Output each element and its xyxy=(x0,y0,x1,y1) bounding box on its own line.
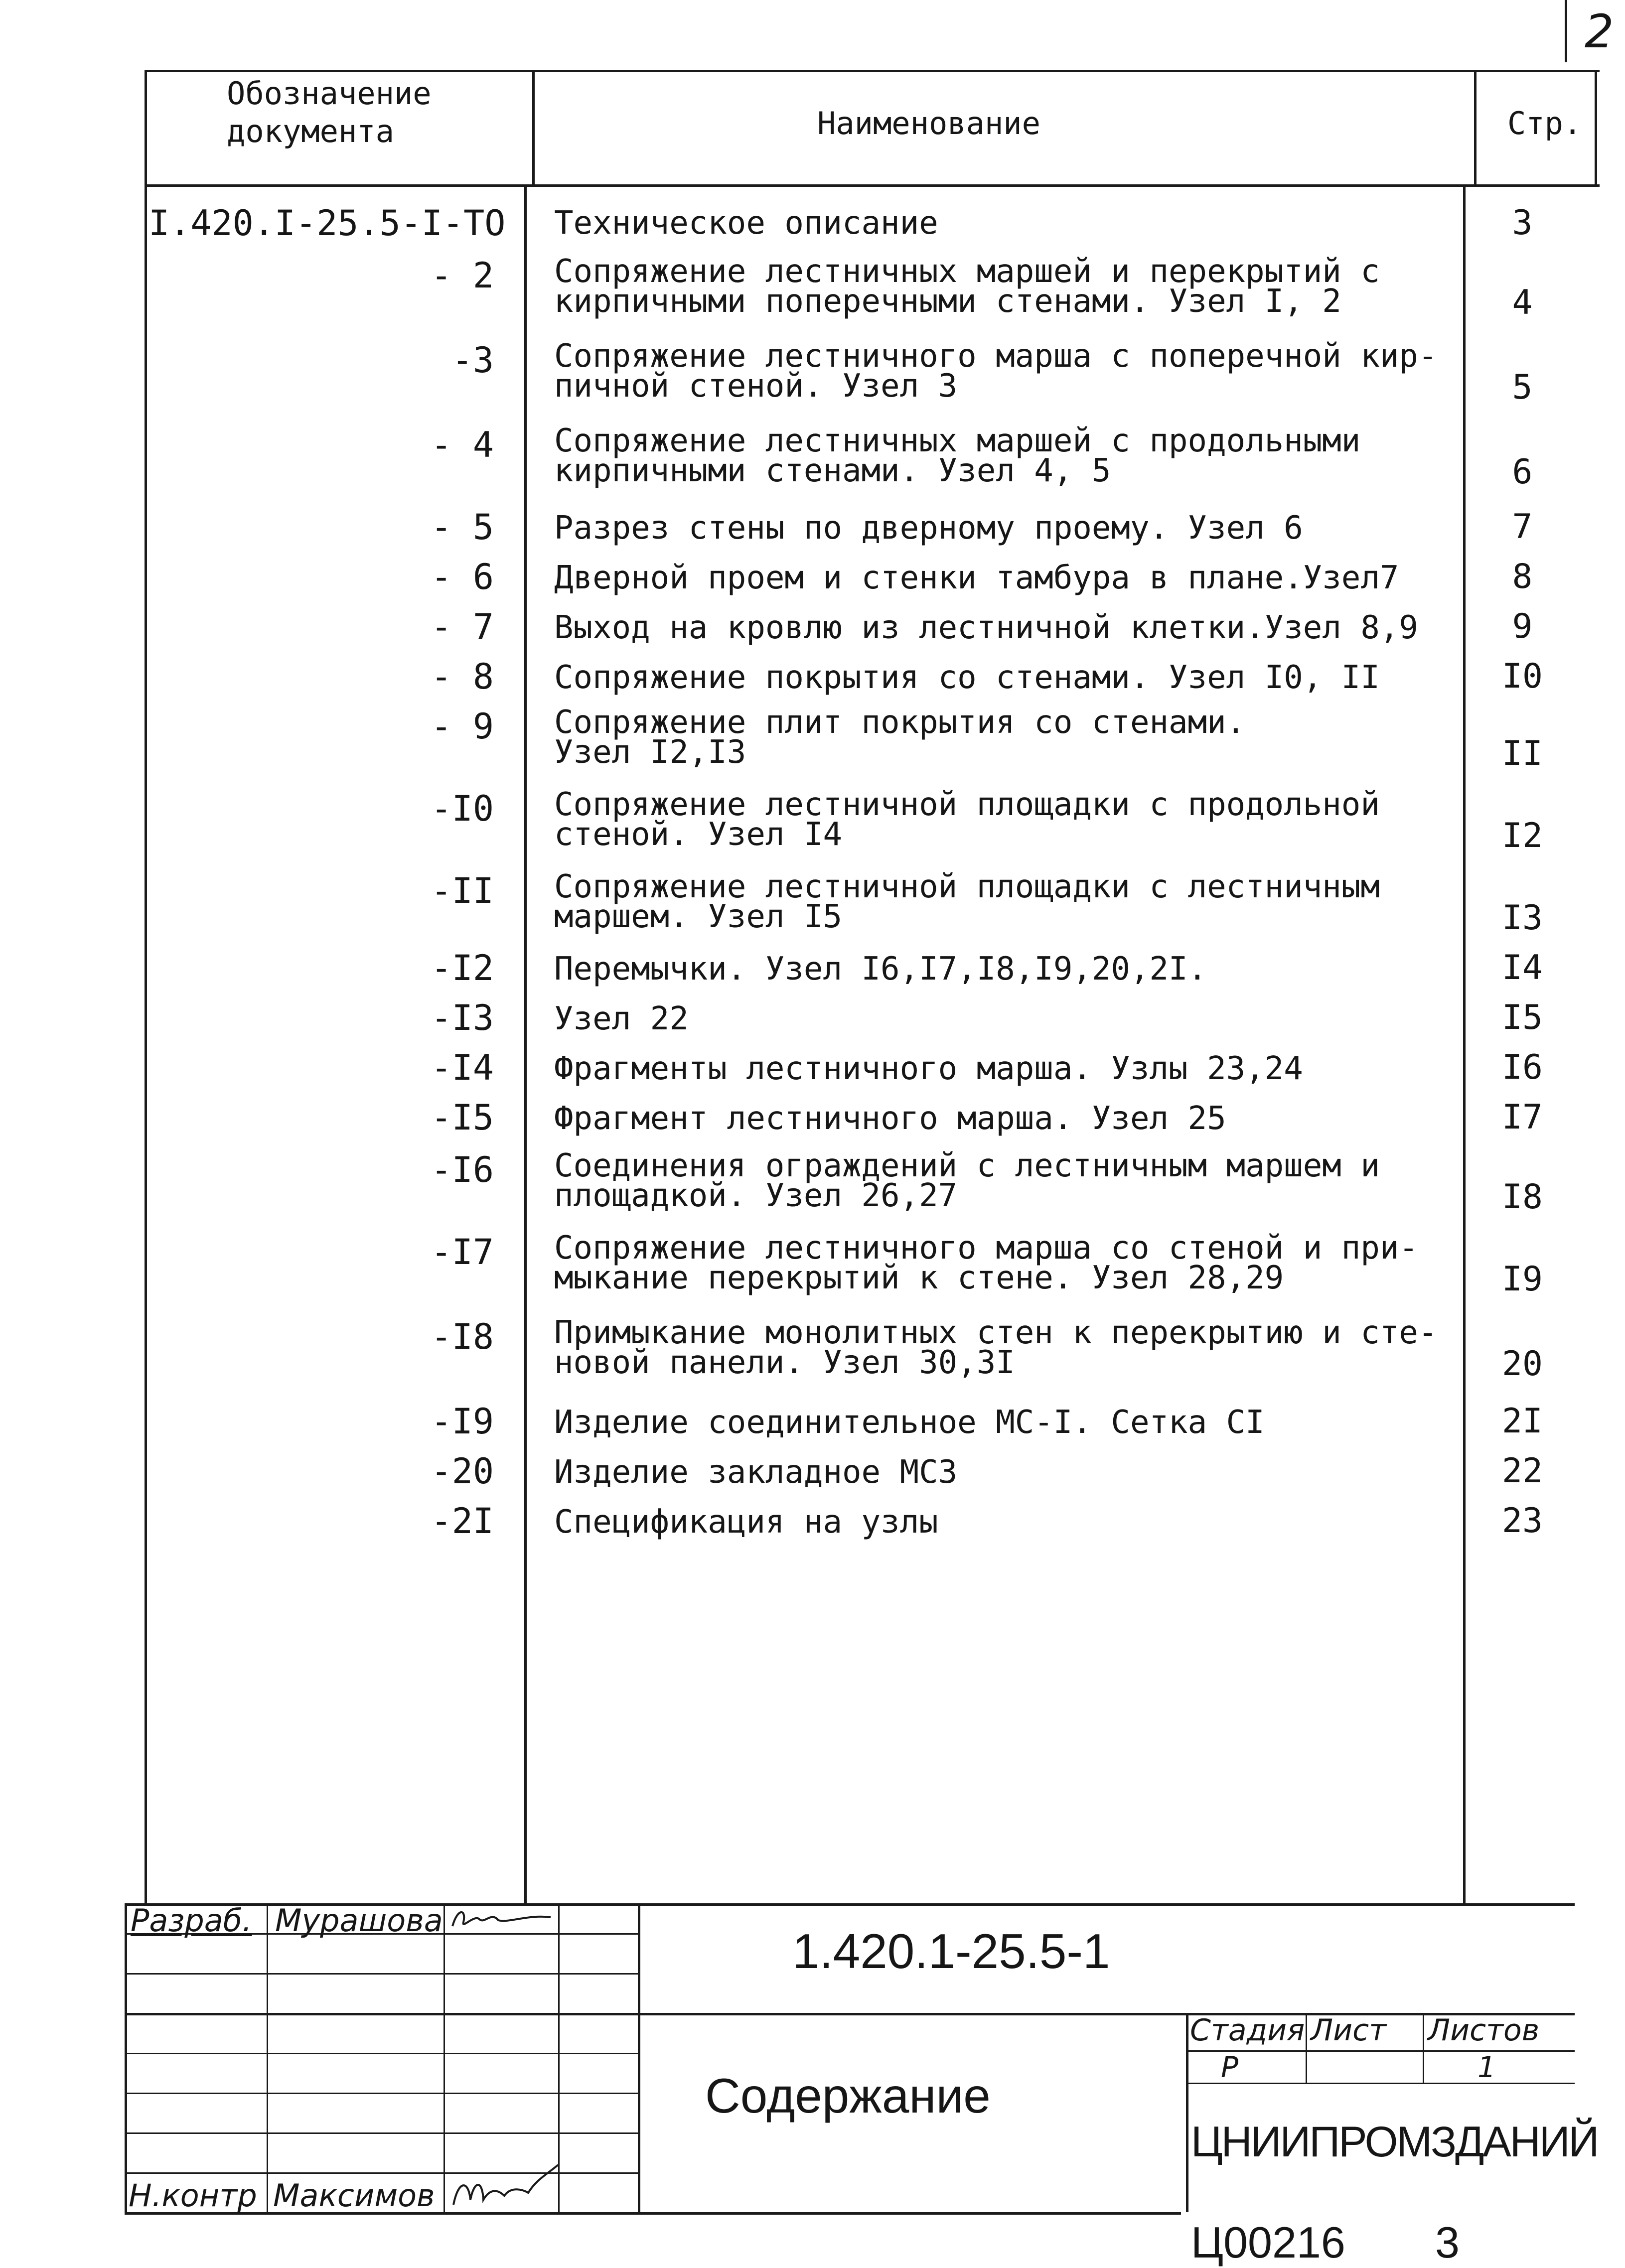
document-code: 1.420.1-25.5-1 xyxy=(792,1924,1110,1979)
row-title: Изделие соединительное МС-I. Сетка СI xyxy=(554,1404,1265,1441)
row-title: Спецификация на узлы xyxy=(554,1504,938,1541)
row-page: I0 xyxy=(1502,657,1543,696)
stage-row-line xyxy=(1186,2050,1575,2052)
row-code: -2I xyxy=(431,1501,494,1542)
stamp-row-line xyxy=(125,2093,638,2094)
header-name: Наименование xyxy=(817,105,1040,142)
header-divider-2 xyxy=(1474,70,1477,184)
stamp-row-line xyxy=(125,2053,638,2054)
row-title: Выход на кровлю из лестничной клетки.Узел 8,9 xyxy=(554,609,1418,646)
inventory-code: Ц00216 xyxy=(1191,2218,1345,2267)
row-title: Фрагмент лестничного марша. Узел 25 xyxy=(554,1100,1226,1137)
row-code: -I0 xyxy=(431,788,494,829)
row-title: Изделие закладное МС3 xyxy=(554,1454,958,1491)
sheets-label: Листов xyxy=(1428,2013,1540,2048)
controller-signature xyxy=(448,2160,563,2212)
row-title: Перемычки. Узел I6,I7,I8,I9,20,2I. xyxy=(554,951,1207,988)
row-title: Сопряжение покрытия со стенами. Узел I0, II xyxy=(554,659,1380,696)
developer-signature xyxy=(448,1904,556,1932)
row-page: 22 xyxy=(1502,1451,1543,1491)
controller-name: Максимов xyxy=(273,2177,435,2214)
row-title: Узел 22 xyxy=(554,1000,689,1037)
row-page: I9 xyxy=(1502,1260,1543,1299)
stage-col-line xyxy=(1306,2013,1307,2083)
header-designation: Обозначение документа xyxy=(227,75,432,149)
row-title: Сопряжение лестничных маршей и перекрытий с кирпичными поперечными стенами. Узел I, 2 xyxy=(554,253,1380,320)
row-page: 9 xyxy=(1512,607,1533,646)
stamp-col-line xyxy=(638,1903,640,2212)
row-title: Сопряжение плит покрытия со стенами. Узел I2,I3 xyxy=(554,704,1246,771)
sheet-number-divider xyxy=(1565,0,1567,62)
row-page: I7 xyxy=(1502,1098,1543,1137)
row-title: Сопряжение лестничных маршей с продольными кирпичными стенами. Узел 4, 5 xyxy=(554,423,1361,489)
row-code: I.420.I-25.5-I-TO xyxy=(148,203,506,244)
row-code: -I3 xyxy=(431,997,494,1038)
row-page: I4 xyxy=(1502,948,1543,988)
developer-role: Разраб. xyxy=(131,1902,252,1939)
document-title: Содержание xyxy=(705,2068,991,2123)
header-bottom-border xyxy=(145,184,1600,187)
row-code: -I5 xyxy=(431,1097,494,1138)
row-code: -I9 xyxy=(431,1401,494,1442)
row-title: Сопряжение лестничной площадки с продольной стеной. Узел I4 xyxy=(554,786,1380,853)
row-code: - 2 xyxy=(431,255,494,296)
row-page: I2 xyxy=(1502,816,1543,855)
row-page: I3 xyxy=(1502,898,1543,938)
row-code: - 4 xyxy=(431,425,494,465)
row-page: 20 xyxy=(1502,1344,1543,1384)
stamp-row-line xyxy=(125,2132,638,2134)
controller-role: Н.контр xyxy=(129,2177,257,2214)
stage-label: Стадия xyxy=(1190,2013,1305,2048)
row-page: I5 xyxy=(1502,998,1543,1037)
header-page: Стр. xyxy=(1507,105,1582,142)
inventory-page: 3 xyxy=(1435,2218,1460,2267)
frame-right-border xyxy=(1595,70,1597,184)
row-page: 7 xyxy=(1512,507,1533,547)
stage-row-line xyxy=(1186,2083,1575,2084)
row-page: 4 xyxy=(1512,283,1533,322)
row-code: -II xyxy=(431,870,494,911)
sheets-value: 1 xyxy=(1477,2050,1496,2084)
row-page: I6 xyxy=(1502,1048,1543,1087)
row-code: - 5 xyxy=(431,507,494,548)
stage-left-line xyxy=(1186,2013,1188,2212)
row-code: -I8 xyxy=(431,1316,494,1357)
column-divider-1 xyxy=(524,184,527,1906)
row-page: II xyxy=(1502,734,1543,773)
row-title: Примыкание монолитных стен к перекрытию и сте- новой панели. Узел 30,3I xyxy=(554,1314,1438,1381)
row-code: -I2 xyxy=(431,948,494,989)
frame-top-border xyxy=(145,70,1600,72)
row-page: 6 xyxy=(1512,452,1533,492)
row-code: -3 xyxy=(451,340,494,381)
stamp-left-border xyxy=(125,1903,127,2212)
row-title: Соединения ограждений с лестничным маршем и площадкой. Узел 26,27 xyxy=(554,1147,1380,1214)
developer-name: Мурашова xyxy=(275,1902,443,1939)
row-code: - 9 xyxy=(431,706,494,747)
row-code: -20 xyxy=(431,1451,494,1492)
row-title: Техническое описание xyxy=(554,205,938,242)
frame-left-border xyxy=(145,70,147,1906)
sheet-label: Лист xyxy=(1311,2013,1387,2048)
header-divider-1 xyxy=(532,70,535,184)
row-code: -I4 xyxy=(431,1047,494,1088)
sheet-number: 2 xyxy=(1585,5,1614,58)
row-code: -I7 xyxy=(431,1232,494,1273)
row-code: - 6 xyxy=(431,557,494,597)
row-title: Дверной проем и стенки тамбура в плане.Узел7 xyxy=(554,560,1399,596)
stage-value: Р xyxy=(1221,2050,1238,2084)
row-title: Сопряжение лестничной площадки с лестничным маршем. Узел I5 xyxy=(554,868,1380,935)
row-page: 3 xyxy=(1512,203,1533,243)
row-title: Сопряжение лестничного марша с поперечной кир- пичной стеной. Узел 3 xyxy=(554,338,1438,405)
organization: ЦНИИПРОМЗДАНИЙ xyxy=(1191,2118,1598,2166)
row-code: - 8 xyxy=(431,656,494,697)
row-page: 23 xyxy=(1502,1501,1543,1541)
row-page: I8 xyxy=(1502,1177,1543,1217)
stamp-col-line xyxy=(267,1903,268,2212)
row-code: -I6 xyxy=(431,1149,494,1190)
row-code: - 7 xyxy=(431,606,494,647)
row-page: 2I xyxy=(1502,1402,1543,1441)
row-title: Разрез стены по дверному проему. Узел 6 xyxy=(554,510,1303,547)
row-page: 8 xyxy=(1512,557,1533,596)
row-title: Фрагменты лестничного марша. Узлы 23,24 xyxy=(554,1050,1303,1087)
stamp-col-line xyxy=(443,1903,445,2212)
stage-col-line xyxy=(1423,2013,1424,2083)
row-title: Сопряжение лестничного марша со стеной и при- мыкание перекрытий к стене. Узел 28,29 xyxy=(554,1230,1418,1296)
stamp-row-line xyxy=(125,1973,638,1975)
row-page: 5 xyxy=(1512,368,1533,407)
